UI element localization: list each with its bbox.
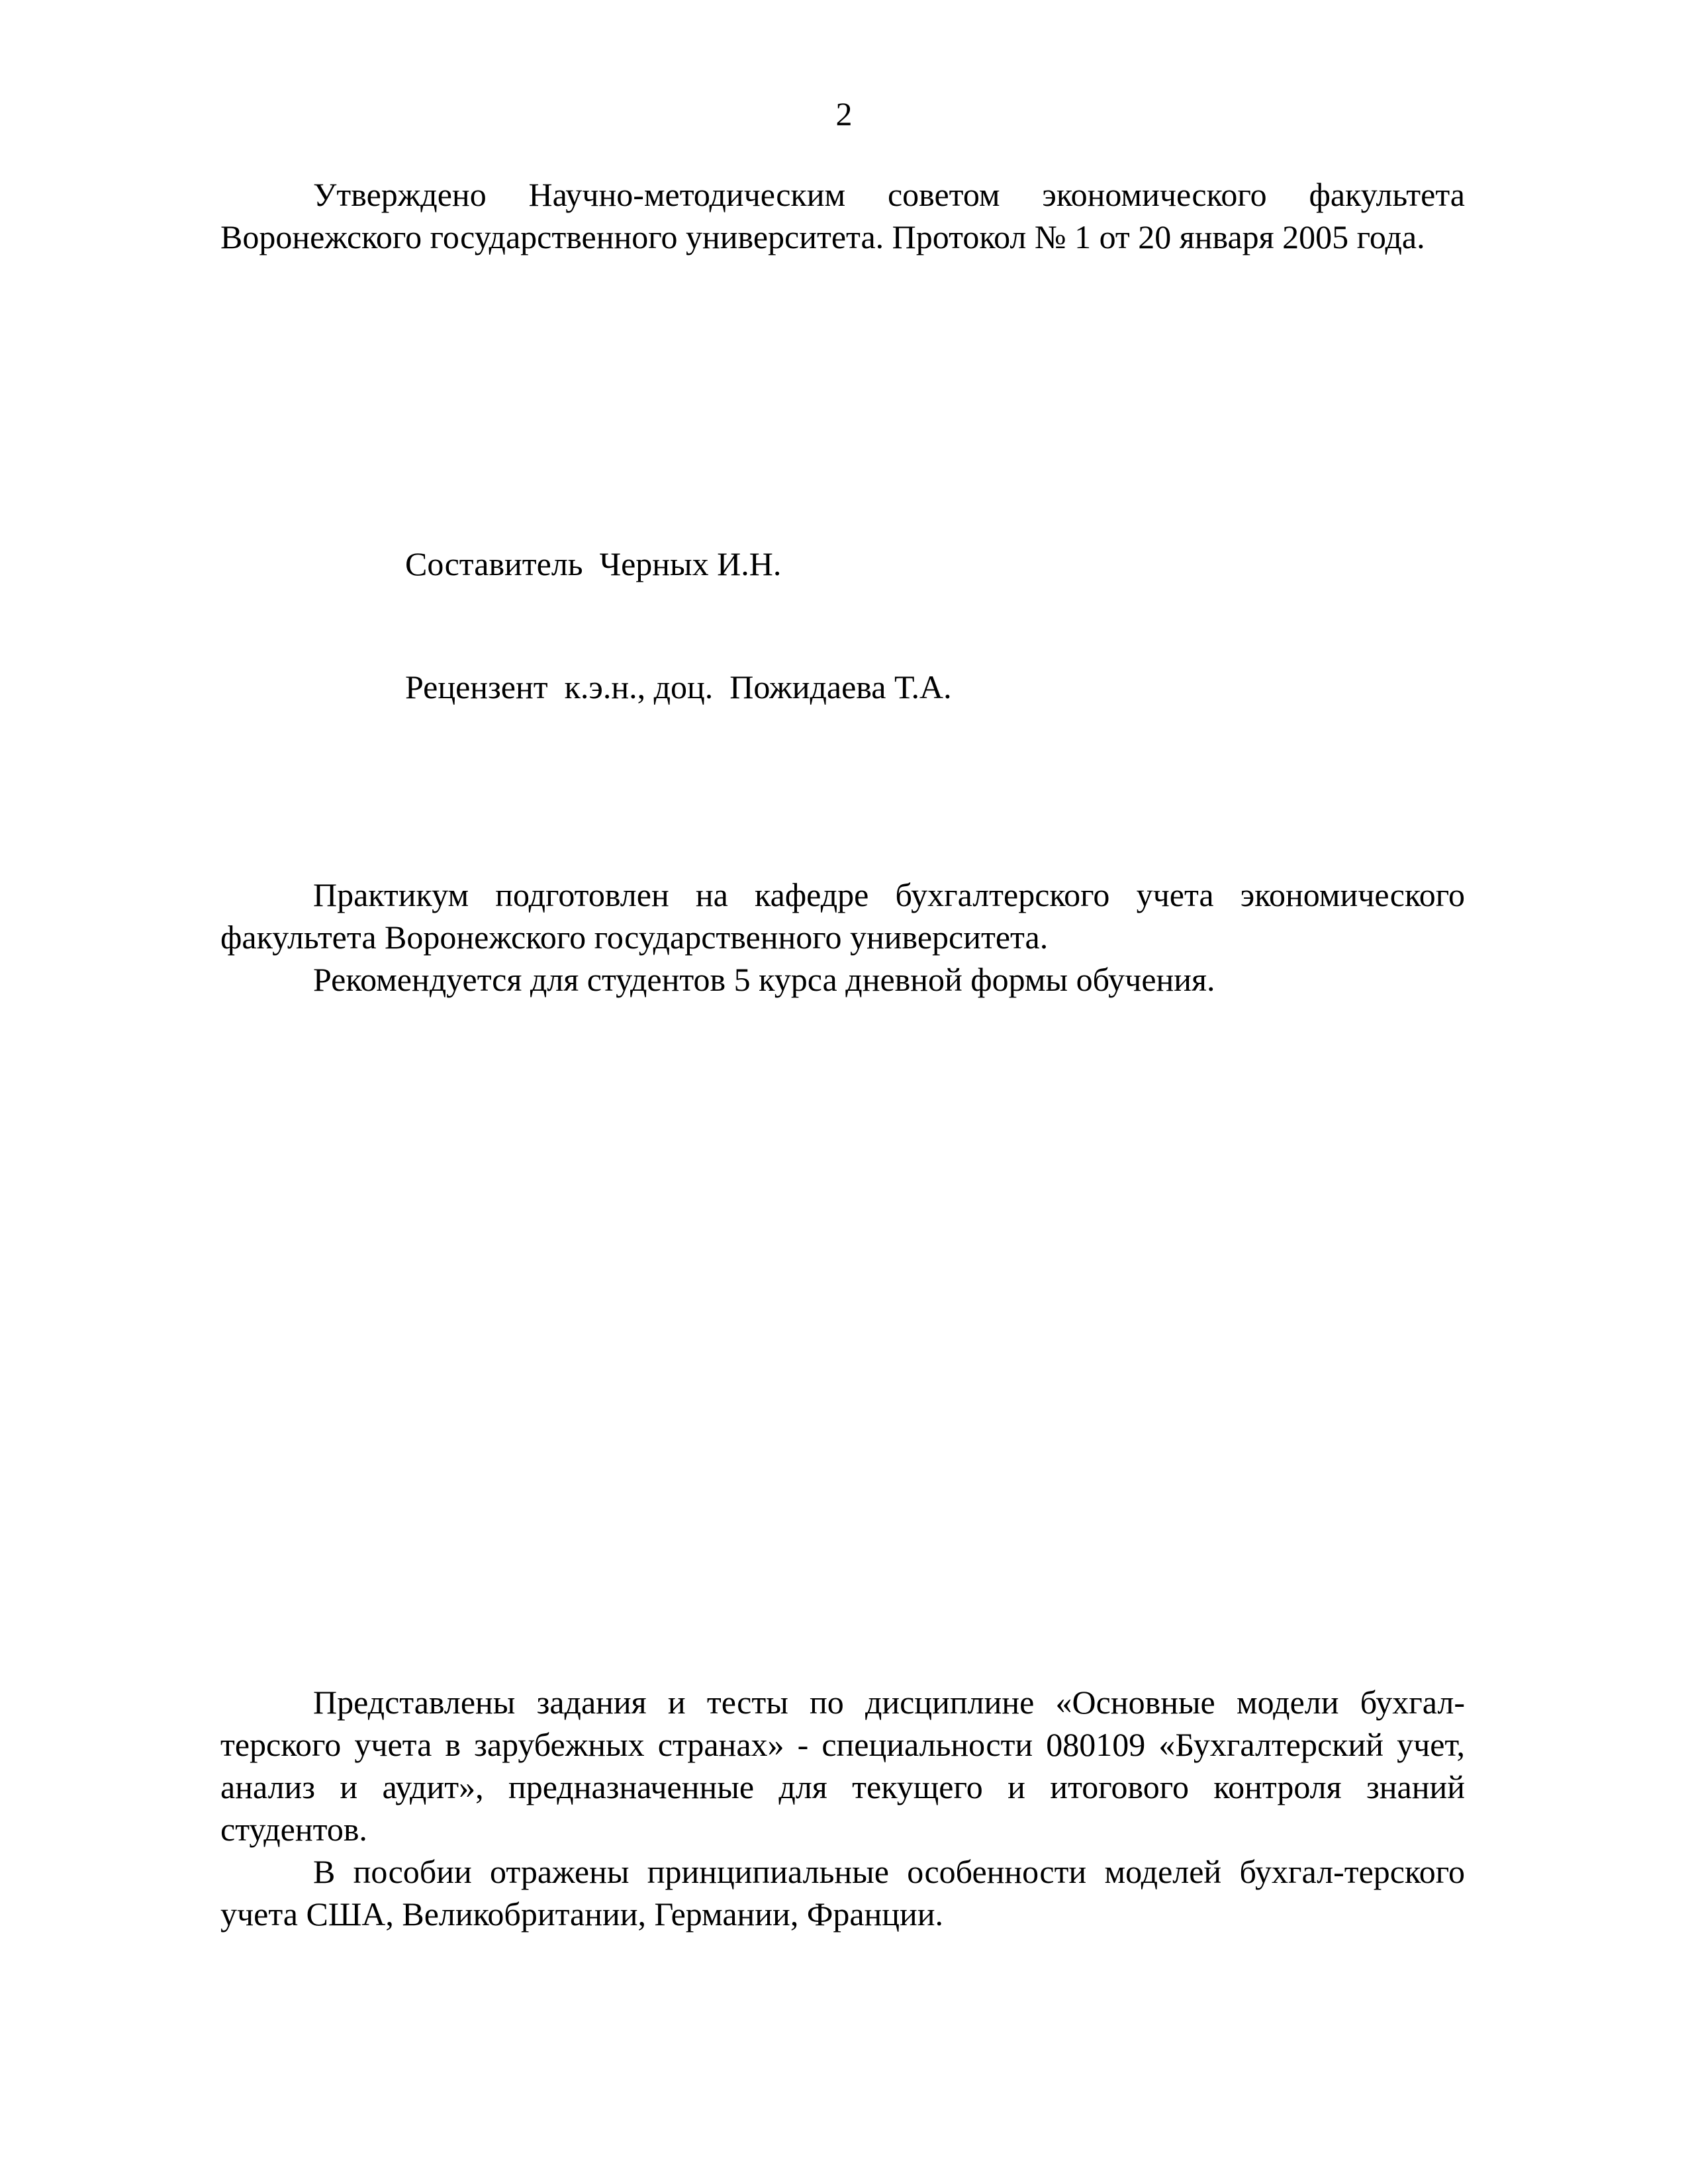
abstract-paragraph-1: Представлены задания и тесты по дисциплине «Основные модели бухгал-терского учета в зарубежных странах» - специальности 080109 «Бухгалтерский учет, анализ и аудит», предназначенные для текущего и итогового контроля знаний студентов.	[220, 1684, 1465, 1848]
abstract-block	[220, 1681, 1465, 1935]
page-number: 2	[835, 95, 853, 132]
abstract-paragraph-2: В пособии отражены принципиальные особенности моделей бухгал-терского учета США, Великобритании, Германии, Франции.	[220, 1853, 1465, 1933]
compiler-line: Составитель Черных И.Н.	[405, 545, 782, 582]
reviewer-line: Рецензент к.э.н., доц. Пожидаева Т.А.	[405, 668, 952, 705]
department-block	[220, 874, 1465, 1001]
approval-block	[220, 173, 1465, 258]
department-prepared-text: Практикум подготовлен на кафедре бухгалтерского учета экономического факультета Воронежского государственного университета.	[220, 876, 1465, 956]
approval-text: Утверждено Научно-методическим советом экономического факультета Воронежского государственного университета. Протокол № 1 от 20 января 2005 года.	[220, 176, 1465, 255]
department-recommended-text: Рекомендуется для студентов 5 курса дневной формы обучения.	[313, 961, 1215, 998]
